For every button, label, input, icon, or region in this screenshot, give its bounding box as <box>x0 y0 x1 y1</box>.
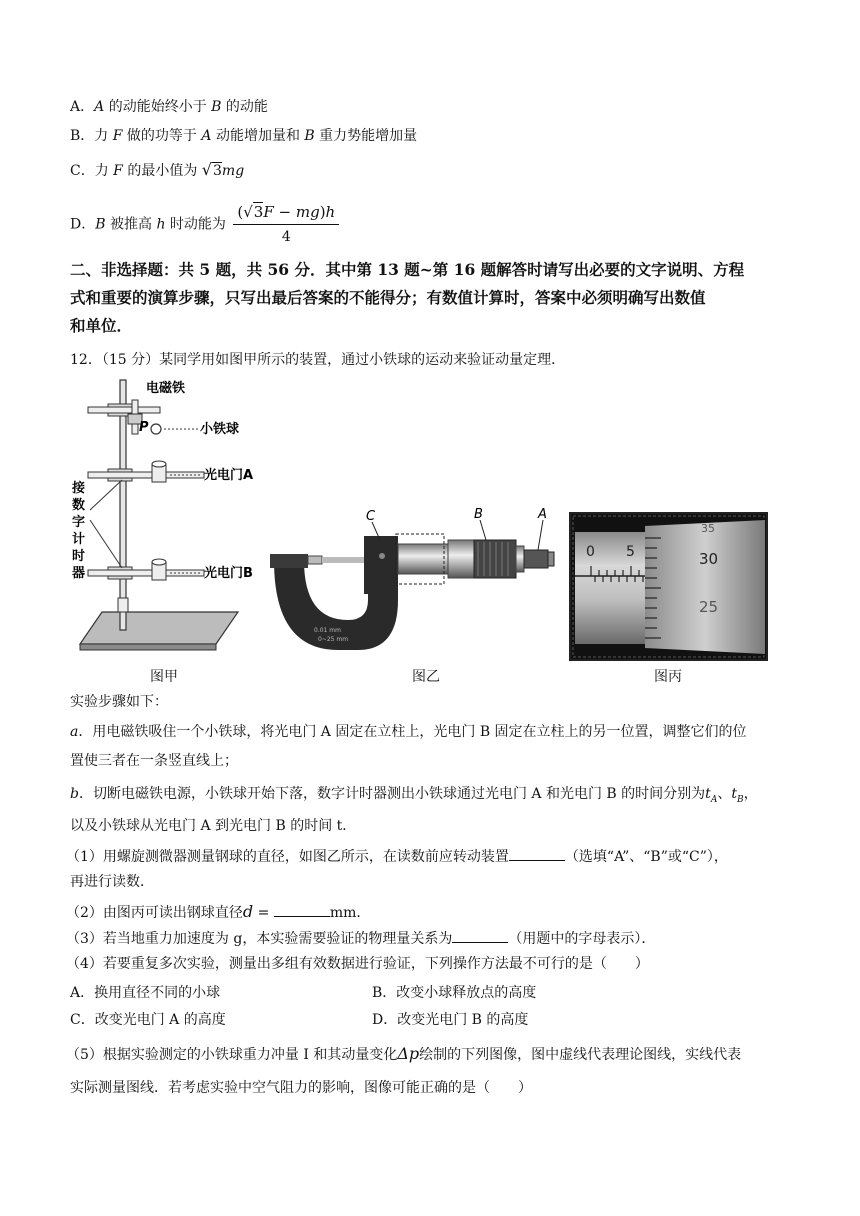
scale-zero: 0 <box>586 544 595 560</box>
section-heading-line3: 和单位． <box>70 316 133 335</box>
caption-fig-c: 图丙 <box>654 669 682 685</box>
figure-a-apparatus <box>66 372 266 662</box>
answer-blank-1[interactable] <box>509 846 565 861</box>
label-c: C <box>366 509 376 524</box>
label-b: B <box>474 507 483 522</box>
part2-line: （2）由图丙可读出钢球直径d = mm． <box>66 902 371 921</box>
micrometer-ratchet-b <box>474 540 516 578</box>
label-p: P <box>139 420 149 435</box>
frame-text-2: 0~25 mm <box>318 636 349 643</box>
option-b: B．力 F 做的功等于 A 动能增加量和 B 重力势能增加量 <box>70 128 418 144</box>
step-b-line2: 以及小铁球从光电门 A 到光电门 B 的时间 t． <box>70 818 357 834</box>
frame-text-1: 0.01 mm <box>314 627 341 634</box>
part4-option-b[interactable]: B．改变小球释放点的高度 <box>372 985 537 1001</box>
label-timer-3: 计 <box>72 532 86 547</box>
part4-line: （4）若要重复多次实验，测量出多组有效数据进行验证，下列操作方法最不可行的是（ ） <box>66 956 649 972</box>
part3-line: （3）若当地重力加速度为 g，本实验需要验证的物理量关系为 （用题中的字母表示）． <box>66 928 655 949</box>
label-gate-a: 光电门A <box>204 468 254 483</box>
option-c: C．力 F 的最小值为 √3mg <box>70 160 245 179</box>
option-d-fraction: $\frac{(√3F - mg)h}{4}$ <box>233 202 339 247</box>
step-a-line1: a．用电磁铁吸住一个小铁球，将光电门 A 固定在立柱上，光电门 B 固定在立柱上的另一位置，调整它们的位 <box>70 724 747 740</box>
steps-title: 实验步骤如下： <box>70 694 168 710</box>
apparatus-base <box>80 612 238 644</box>
label-gate-b: 光电门B <box>204 566 253 581</box>
caption-fig-b: 图乙 <box>412 669 440 685</box>
thimble-25: 25 <box>699 598 719 616</box>
label-timer-0: 接 <box>72 481 86 496</box>
caption-fig-a: 图甲 <box>150 669 178 685</box>
step-a-line2: 置使三者在一条竖直线上； <box>70 753 238 769</box>
option-a: A．A 的动能始终小于 B 的动能 <box>70 99 268 115</box>
label-timer-4: 时 <box>72 549 86 564</box>
part5-line2: 实际测量图线．若考虑实验中空气阻力的影响，图像可能正确的是（ ） <box>70 1080 532 1096</box>
label-timer-1: 数 <box>72 498 86 513</box>
micrometer-knob-a <box>524 550 548 568</box>
figure-b-micrometer <box>268 500 568 660</box>
part4-option-a[interactable]: A．换用直径不同的小球 <box>70 985 221 1001</box>
section-heading-line1: 二、非选择题：共 5 题，共 56 分．其中第 13 题~第 16 题解答时请写出必要的文字说明、方程 <box>70 260 745 279</box>
scale-thimble <box>645 520 765 654</box>
scale-five: 5 <box>626 544 635 560</box>
part4-option-d[interactable]: D．改变光电门 B 的高度 <box>372 1012 529 1028</box>
step-b-line1: b．切断电磁铁电源，小铁球开始下落，数字计时器测出小铁球通过光电门 A 和光电门 B 的时间分别为$t_A$、$t_B$， <box>70 786 758 805</box>
stand-pole <box>120 380 126 630</box>
thimble-30: 30 <box>699 550 719 568</box>
label-a: A <box>538 507 547 522</box>
label-magnet: 电磁铁 <box>146 381 186 396</box>
part1-line1: （1）用螺旋测微器测量钢球的直径，如图乙所示，在读数前应转动装置 （选填“A”、“B”或“C”）， <box>66 846 728 867</box>
iron-ball <box>151 424 161 434</box>
part4-option-c[interactable]: C．改变光电门 A 的高度 <box>70 1012 226 1028</box>
label-timer-2: 字 <box>72 515 86 530</box>
label-timer-5: 器 <box>72 566 86 581</box>
thimble-35: 35 <box>701 522 715 535</box>
answer-blank-2[interactable] <box>274 902 330 917</box>
answer-blank-3[interactable] <box>452 928 508 943</box>
label-ball: 小铁球 <box>200 422 240 437</box>
figure-c-scale <box>569 512 769 662</box>
section-heading-line2: 式和重要的演算步骤，只写出最后答案的不能得分；有数值计算时，答案中必须明确写出数值 <box>70 288 706 307</box>
part1-line2: 再进行读数． <box>70 874 154 890</box>
q12-stem: 12．（15 分）某同学用如图甲所示的装置，通过小铁球的运动来验证动量定理． <box>70 352 566 368</box>
part5-line1: （5）根据实验测定的小铁球重力冲量 I 和其动量变化Δp绘制的下列图像，图中虚线代表理论图线，实线代表 <box>66 1044 742 1063</box>
option-d: D．B 被推高 h 时动能为 $\frac{(√3F - mg)h}{4}$ <box>70 202 339 247</box>
